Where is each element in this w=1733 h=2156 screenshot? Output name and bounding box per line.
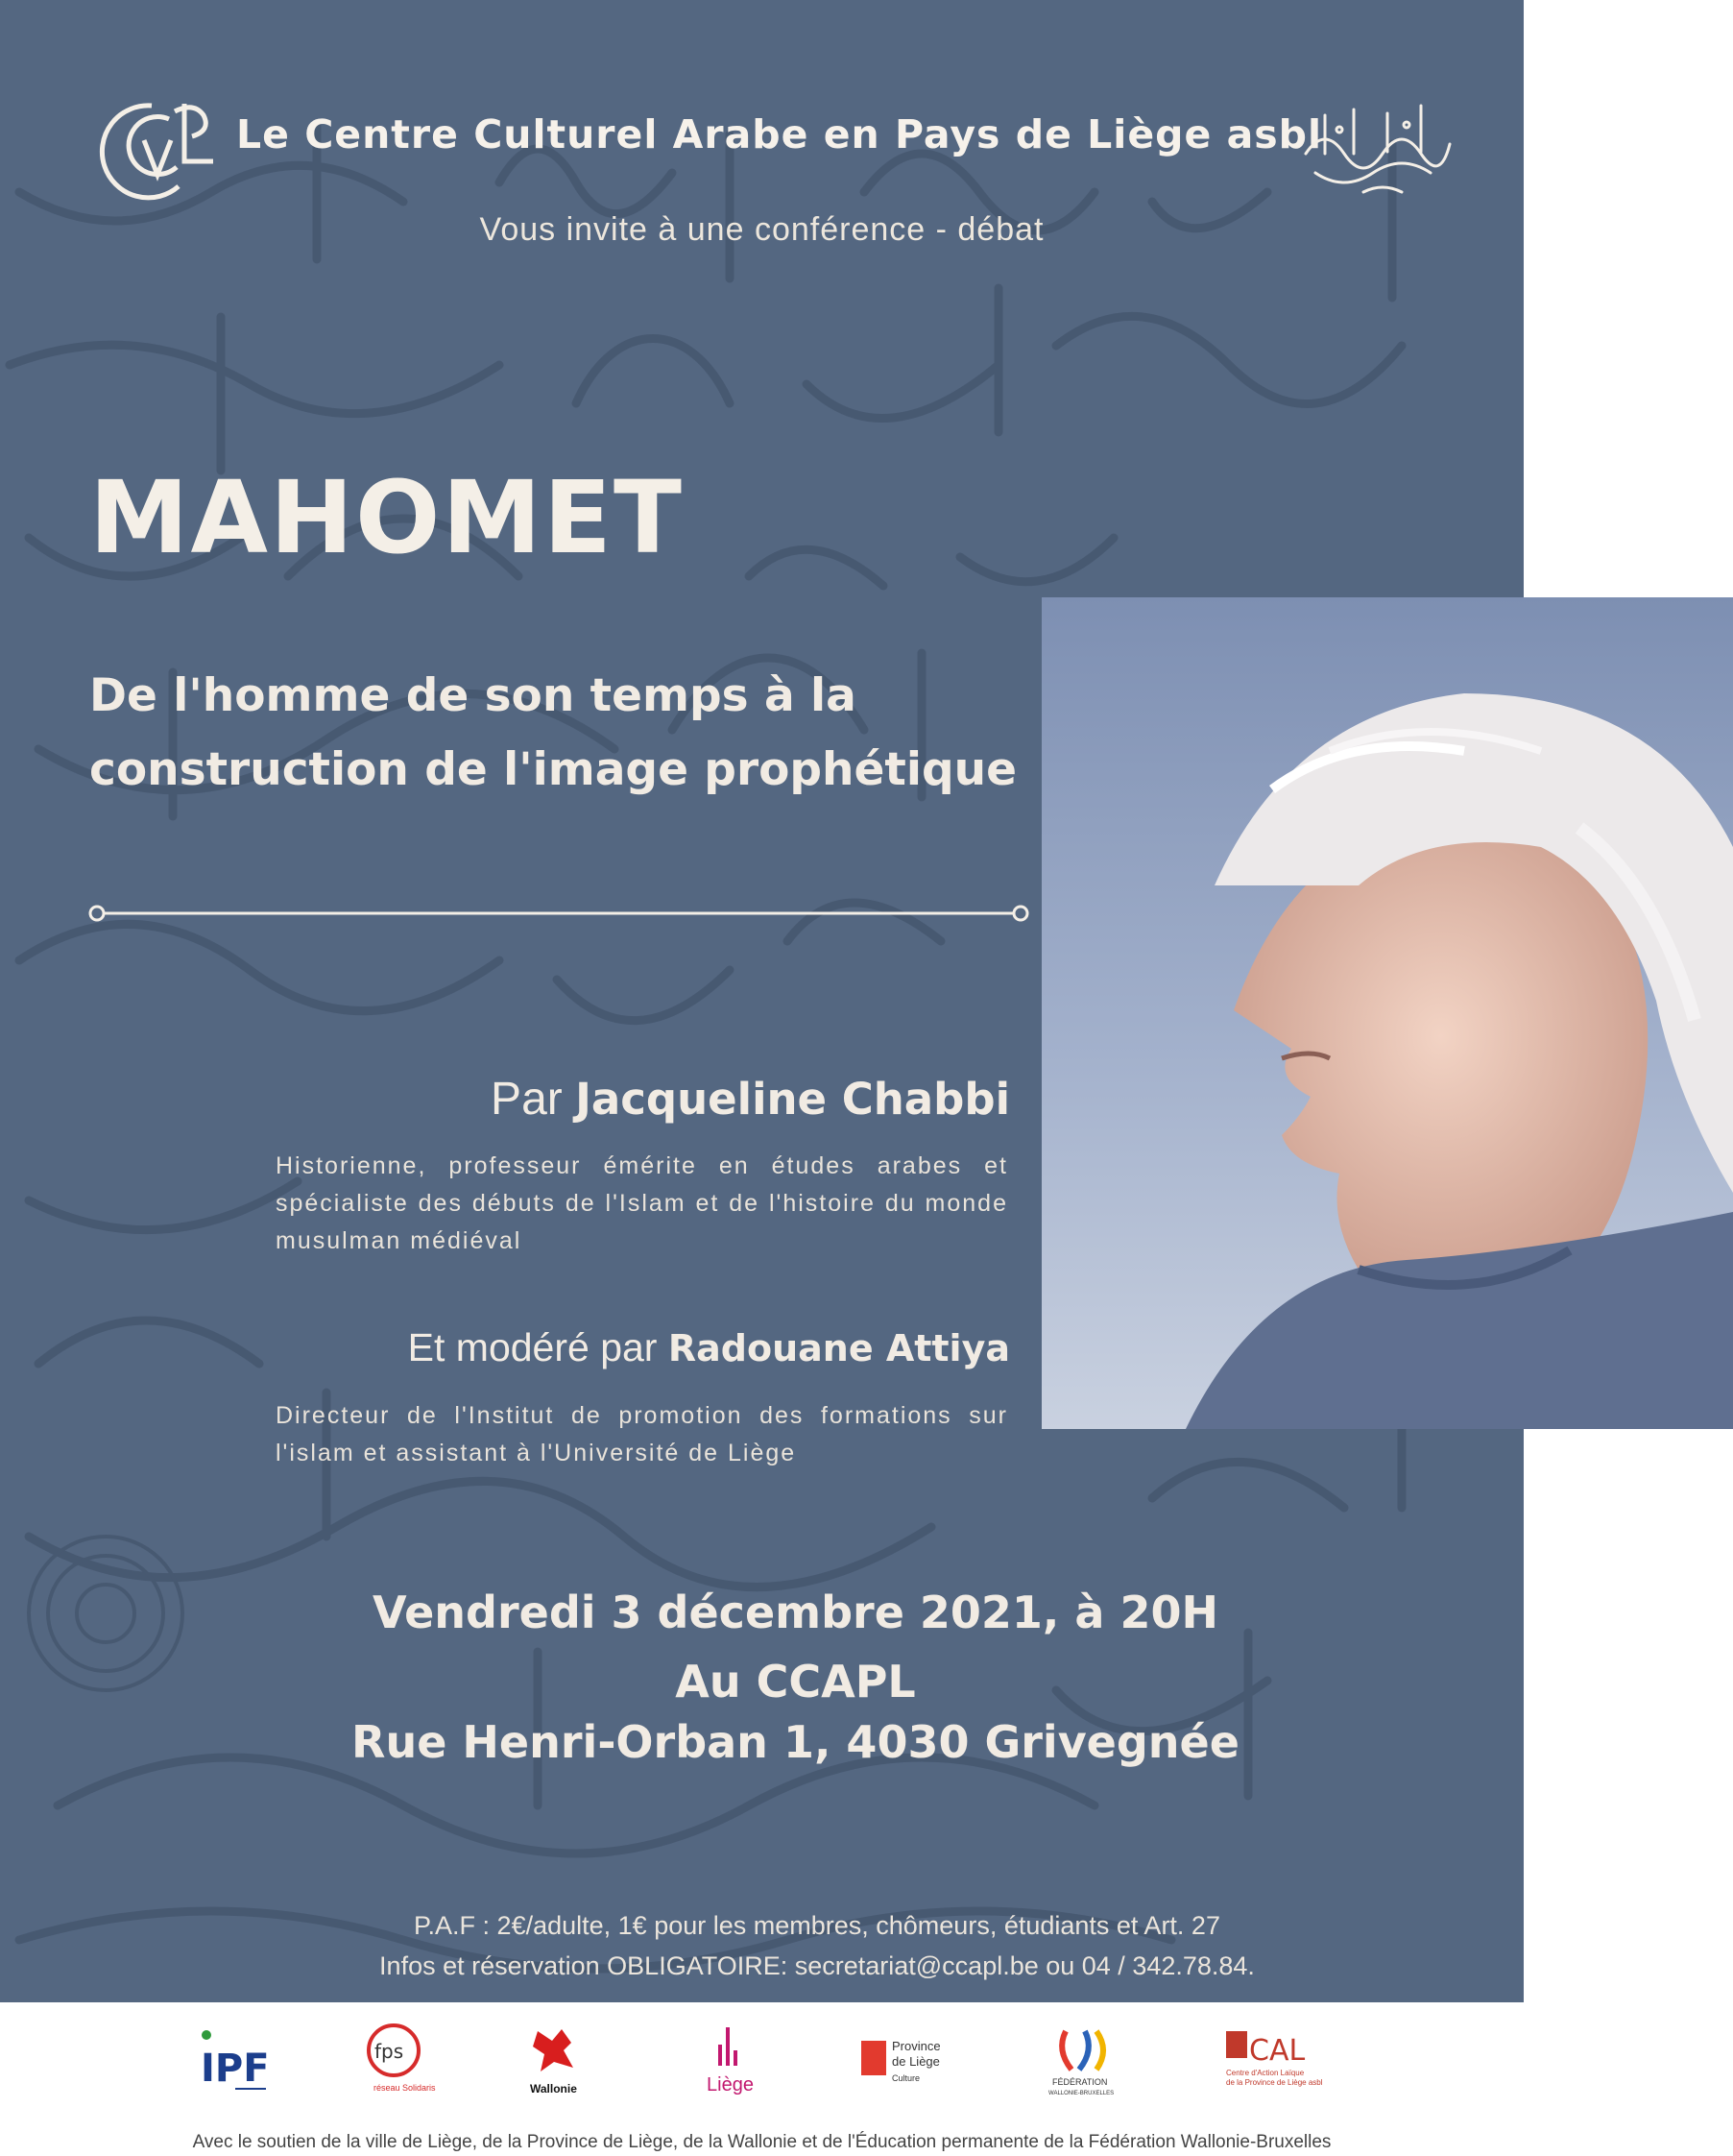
speaker-name: Jacqueline Chabbi: [575, 1074, 1010, 1125]
wallonie-logo: [528, 2022, 586, 2098]
province-sub: Culture: [892, 2073, 921, 2083]
moderator-bio: Directeur de l'Institut de promotion des formations sur l'islam et assistant à l'Université de Liège: [276, 1402, 1008, 1466]
moderator-line: [192, 1325, 1010, 1370]
federation-logo: [1047, 2022, 1133, 2098]
liege-logo: [701, 2022, 758, 2098]
federation-line2: WALLONIE-BRUXELLES: [1048, 2091, 1115, 2096]
cal-text: CAL: [1249, 2034, 1306, 2068]
subtitle: [89, 659, 1097, 807]
moderator-name: Radouane Attiya: [667, 1327, 1010, 1369]
fps-logo: [360, 2022, 436, 2098]
cal-sub1: Centre d'Action Laïque: [1226, 2069, 1305, 2077]
moderator-prefix: Et modéré par: [407, 1325, 658, 1369]
speaker-bio: Historienne, professeur émérite en études arabes et spécialiste des débuts de l'Islam et de l'histoire du monde musulman médiéval: [276, 1152, 1008, 1254]
invitation-text: Vous invite à une conférence - débat: [479, 211, 1045, 248]
cal-sub2: de la Province de Liège asbl: [1226, 2078, 1323, 2087]
event-date: Vendredi 3 décembre 2021, à 20H: [372, 1587, 1218, 1638]
province-line1: Province: [892, 2039, 941, 2053]
speaker-portrait: [1042, 597, 1733, 1429]
event-venue: Au CCAPL: [675, 1656, 916, 1708]
organization-name: Le Centre Culturel Arabe en Pays de Liège asbl: [236, 111, 1323, 157]
price-info: P.A.F : 2€/adulte, 1€ pour les membres, chômeurs, étudiants et Art. 27: [414, 1911, 1220, 1940]
ipf-logo: [197, 2022, 269, 2098]
province-liege-logo: [859, 2022, 965, 2098]
main-title: MAHOMET: [89, 459, 684, 576]
province-line2: de Liège: [892, 2054, 940, 2069]
liege-text: Liège: [707, 2074, 754, 2095]
speaker-line: [288, 1073, 1010, 1126]
fps-sub-text: réseau Solidaris: [373, 2083, 436, 2093]
ipf-text: IPF: [201, 2047, 270, 2091]
divider-line: [88, 905, 1029, 922]
subtitle-line-1: De l'homme de son temps à la: [89, 669, 856, 722]
ccapl-logo: [84, 92, 224, 203]
speaker-prefix: Par: [491, 1074, 563, 1125]
reservation-info: Infos et réservation OBLIGATOIRE: secretariat@ccapl.be ou 04 / 342.78.84.: [379, 1951, 1255, 1980]
arabic-logo: [1296, 96, 1459, 211]
fps-text: fps: [374, 2040, 404, 2063]
cal-logo: [1224, 2022, 1339, 2098]
support-text: Avec le soutien de la ville de Liège, de la Province de Liège, de la Wallonie et de l'Éducation permanente de la Fédération Wallonie-Bruxelles: [192, 2132, 1332, 2152]
wallonie-text: Wallonie: [530, 2082, 577, 2095]
subtitle-line-2: construction de l'image prophétique: [89, 743, 1017, 796]
event-address: Rue Henri-Orban 1, 4030 Grivegnée: [351, 1716, 1240, 1768]
federation-line1: FÉDÉRATION: [1052, 2077, 1108, 2087]
